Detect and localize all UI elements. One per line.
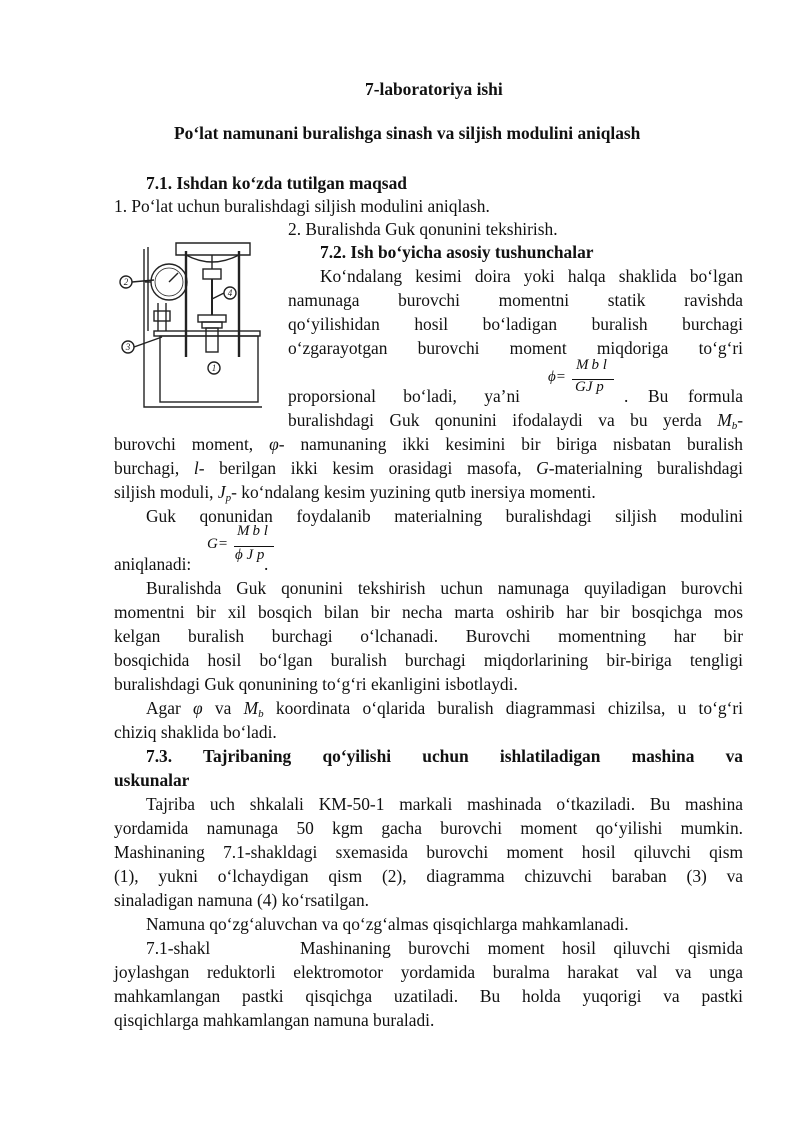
goal-2: 2. Buralishda Guk qonunini tekshirish. xyxy=(288,219,558,239)
formula-numerator: M b l xyxy=(237,523,268,539)
para-line xyxy=(114,456,743,480)
text-run: buralishdagi Guk qonunini ifodalaydi va bu yerda xyxy=(288,410,702,430)
symbol-phi: φ xyxy=(193,698,203,718)
para-line: Tajriba uch shkalali KM-50-1 markali mashinada o‘tkaziladi. Bu mashina xyxy=(146,794,743,814)
para-line: Guk qonunidan foydalanib materialning buralishdagi siljish modulini xyxy=(146,506,743,526)
callout-label-2: 2 xyxy=(123,277,129,287)
symbol-phi: φ xyxy=(269,434,279,454)
symbol-M: M xyxy=(243,698,259,718)
para-line: . Bu formula xyxy=(624,386,743,406)
section-7-2-heading: 7.2. Ish bo‘yicha asosiy tushunchalar xyxy=(320,242,594,262)
section-7-3-heading-cont: uskunalar xyxy=(114,770,190,790)
text-run: koordinata o‘qlarida buralish diagrammasi chizilsa, u to‘g‘ri xyxy=(275,698,743,718)
symbol-l: l xyxy=(193,458,199,478)
para-line xyxy=(146,696,743,720)
text-run: - namunaning ikki kesimini bir biriga nisbatan buralish xyxy=(278,434,743,454)
text-run: burovchi moment, xyxy=(114,434,254,454)
text-run: -materialning buralishdagi xyxy=(548,458,743,478)
formula-lhs: ϕ= xyxy=(548,369,566,385)
symbol-J: J xyxy=(217,482,226,502)
figure-caption: 7.1-shakl xyxy=(146,938,211,958)
para-line: Ko‘ndalang kesimi doira yoki halqa shaklida bo‘lgan xyxy=(320,266,743,286)
para-line: Mashinaning 7.1-shakldagi sxemasida burovchi moment hosil qiluvchi qism xyxy=(114,842,743,862)
para-line: kelgan buralish burchagi o‘lchanadi. Burovchi momentning har bir xyxy=(114,626,743,646)
text-run: - ko‘ndalang kesim yuzining qutb inersiya momenti. xyxy=(231,482,596,502)
symbol-M: M xyxy=(717,410,732,430)
formula-phi xyxy=(548,357,618,401)
lab-topic: Po‘lat namunani buralishga sinash va siljish modulini aniqlash xyxy=(174,123,641,143)
formula-numerator: M b l xyxy=(576,357,607,373)
text-run: burchagi, xyxy=(114,458,180,478)
para-line: Buralishda Guk qonunini tekshirish uchun namunaga quyiladigan burovchi xyxy=(146,578,743,598)
section-7-3-heading: 7.3. Tajribaning qo‘yilishi uchun ishlatiladigan mashina va xyxy=(146,746,743,766)
para-line: proporsional bo‘ladi, ya’ni xyxy=(288,386,520,406)
para-line: sinaladigan namuna (4) ko‘rsatilgan. xyxy=(114,890,369,910)
machine-diagram xyxy=(118,237,268,412)
para-line: . xyxy=(264,554,269,574)
symbol-p: p xyxy=(225,492,232,504)
para-line: bosqichida hosil bo‘lgan buralish burchagi miqdorlarining bir-biriga tengligi xyxy=(114,650,743,670)
para-line: qo‘yilishidan hosil bo‘ladigan buralish burchagi xyxy=(288,314,743,334)
para-line: chiziq shaklida bo‘ladi. xyxy=(114,722,277,742)
para-line: momentni bir xil bosqich bilan bir necha marta oshirib har bir bosqichga mos xyxy=(114,602,743,622)
section-7-1-heading: 7.1. Ishdan ko‘zda tutilgan maqsad xyxy=(146,173,407,193)
lab-title: 7-laboratoriya ishi xyxy=(365,79,503,99)
text-run: - berilgan ikki kesim orasidagi masofa, xyxy=(198,458,522,478)
text-run: - xyxy=(737,410,743,430)
para-line: namunaga burovchi momentni statik ravishda xyxy=(288,290,743,310)
para-line: buralishdagi Guk qonunining to‘g‘ri ekanligini isbotlaydi. xyxy=(114,674,518,694)
symbol-b: b xyxy=(258,708,264,720)
formula-denominator: GJ p xyxy=(575,379,604,395)
para-line: (1), yukni o‘lchaydigan qism (2), diagramma chizuvchi baraban (3) va xyxy=(114,866,743,886)
callout-label-1: 1 xyxy=(211,363,217,373)
callout-label-4: 4 xyxy=(227,288,233,298)
formula-lhs: G= xyxy=(207,536,228,552)
para-line: mahkamlangan pastki qisqichga uzatiladi. Bu holda yuqorigi va pastki xyxy=(114,986,743,1006)
text-run: Agar xyxy=(146,698,181,718)
para-line xyxy=(114,432,743,456)
para-line: Mashinaning burovchi moment hosil qiluvchi qismida xyxy=(300,938,743,958)
callout-label-3: 3 xyxy=(125,342,131,352)
para-line xyxy=(114,480,596,504)
para-line: yordamida namunaga 50 kgm gacha burovchi moment qo‘yilishi mumkin. xyxy=(114,818,743,838)
para-line: o‘zgarayotgan burovchi moment miqdoriga to‘g‘ri xyxy=(288,338,743,358)
text-run: va xyxy=(214,698,232,718)
symbol-G: G xyxy=(536,458,549,478)
goal-1: 1. Po‘lat uchun buralishdagi siljish modulini aniqlash. xyxy=(114,196,490,216)
para-line: Namuna qo‘zg‘aluvchan va qo‘zg‘almas qisqichlarga mahkamlanadi. xyxy=(146,914,629,934)
formula-denominator: ϕ J p xyxy=(235,547,265,563)
para-line: qisqichlarga mahkamlangan namuna buraladi. xyxy=(114,1010,435,1030)
text-run: siljish moduli, xyxy=(114,482,214,502)
para-line: joylashgan reduktorli elektromotor yordamida buralma harakat val va unga xyxy=(114,962,743,982)
para-line xyxy=(288,408,743,432)
para-line: aniqlanadi: xyxy=(114,554,192,574)
symbol-b: b xyxy=(731,420,738,432)
